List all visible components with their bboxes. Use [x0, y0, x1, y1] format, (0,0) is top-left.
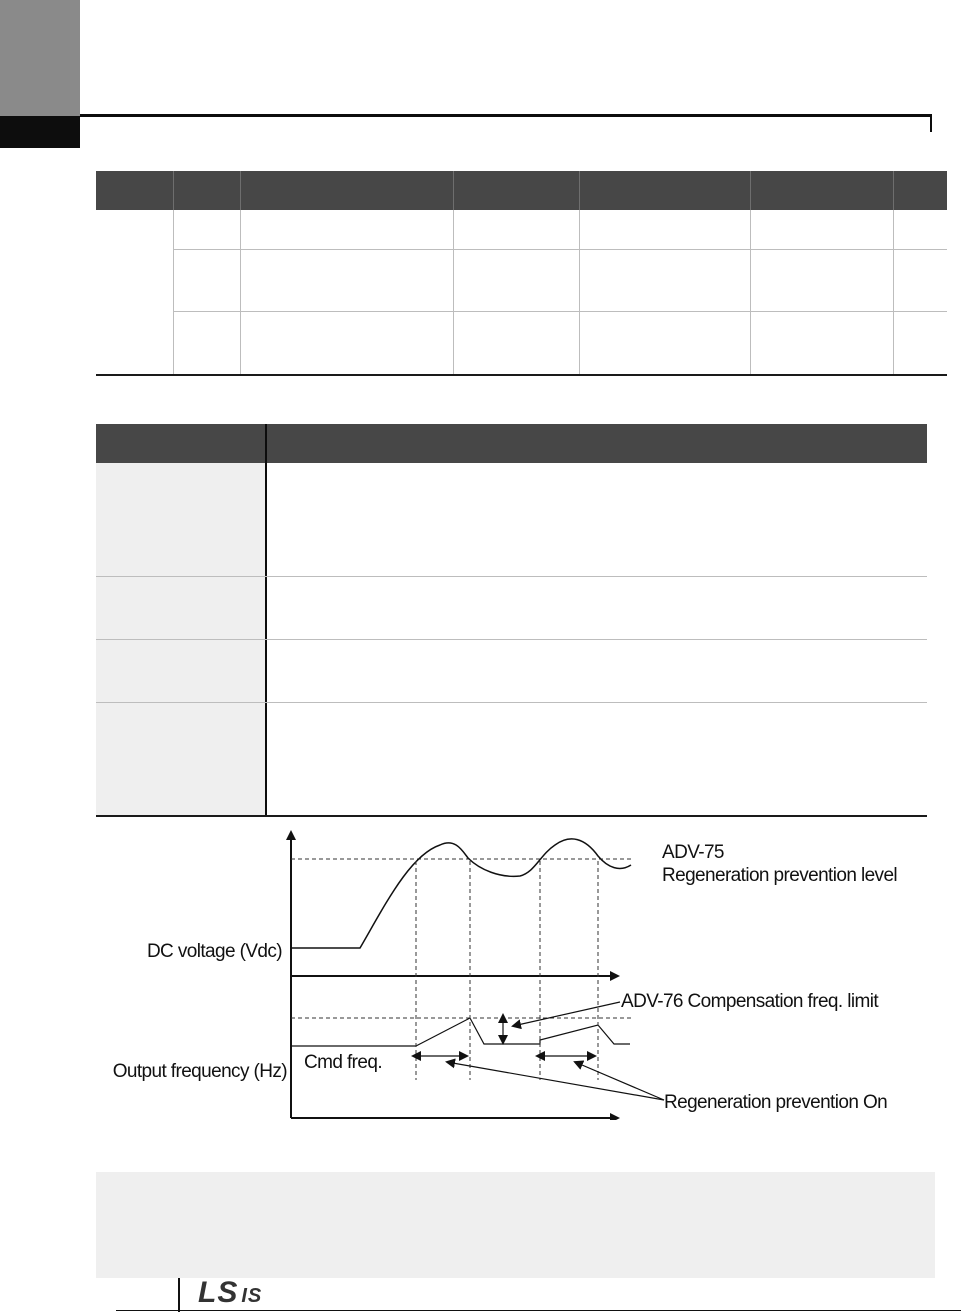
ls-is-logo [198, 1276, 262, 1310]
logo-main-text: LS [198, 1276, 239, 1309]
table-row-line [173, 249, 947, 250]
header-rule-tick [930, 114, 932, 132]
chapter-tab [0, 0, 80, 116]
table-row-line [96, 639, 927, 640]
table-header-separator [453, 171, 454, 210]
footer-divider [178, 1278, 180, 1312]
table-header-separator [579, 171, 580, 210]
table-header-separator [750, 171, 751, 210]
table-header-separator [893, 171, 894, 210]
description-table-header [96, 424, 927, 463]
table-column-line [750, 210, 751, 375]
footer-rule [116, 1310, 961, 1311]
chapter-tab-marker [0, 116, 80, 148]
table-header-separator [265, 424, 267, 463]
table-bottom-rule [96, 374, 947, 376]
table-header-separator [240, 171, 241, 210]
adv75-description-label: Regeneration prevention level [662, 865, 898, 886]
table-column-line [240, 210, 241, 375]
table-column-line [893, 210, 894, 375]
dc-voltage-label: DC voltage (Vdc) [146, 941, 282, 962]
header-rule [80, 114, 932, 117]
adv76-label: ADV-76 Compensation freq. limit [621, 991, 879, 1012]
table-row-line [96, 576, 927, 577]
regen-on-label: Regeneration prevention On [664, 1092, 888, 1113]
table-row-line [96, 702, 927, 703]
table-column-line [579, 210, 580, 375]
table-column-line [173, 210, 174, 375]
note-box [96, 1172, 935, 1278]
table-column-line [453, 210, 454, 375]
regen-on-pointer [447, 1062, 664, 1100]
regen-on-pointer [575, 1062, 664, 1100]
parameter-table-header [96, 171, 947, 210]
regeneration-prevention-diagram [0, 820, 961, 1120]
adv75-code-label: ADV-75 [662, 842, 724, 863]
output-frequency-label: Output frequency (Hz) [112, 1061, 287, 1082]
table-bottom-rule [96, 815, 927, 817]
table-row-line [173, 311, 947, 312]
dc-voltage-curve [291, 839, 631, 948]
cmd-freq-label: Cmd freq. [304, 1052, 383, 1073]
logo-sub-text: IS [241, 1285, 263, 1307]
adv76-pointer [513, 1002, 620, 1026]
table-header-separator [173, 171, 174, 210]
